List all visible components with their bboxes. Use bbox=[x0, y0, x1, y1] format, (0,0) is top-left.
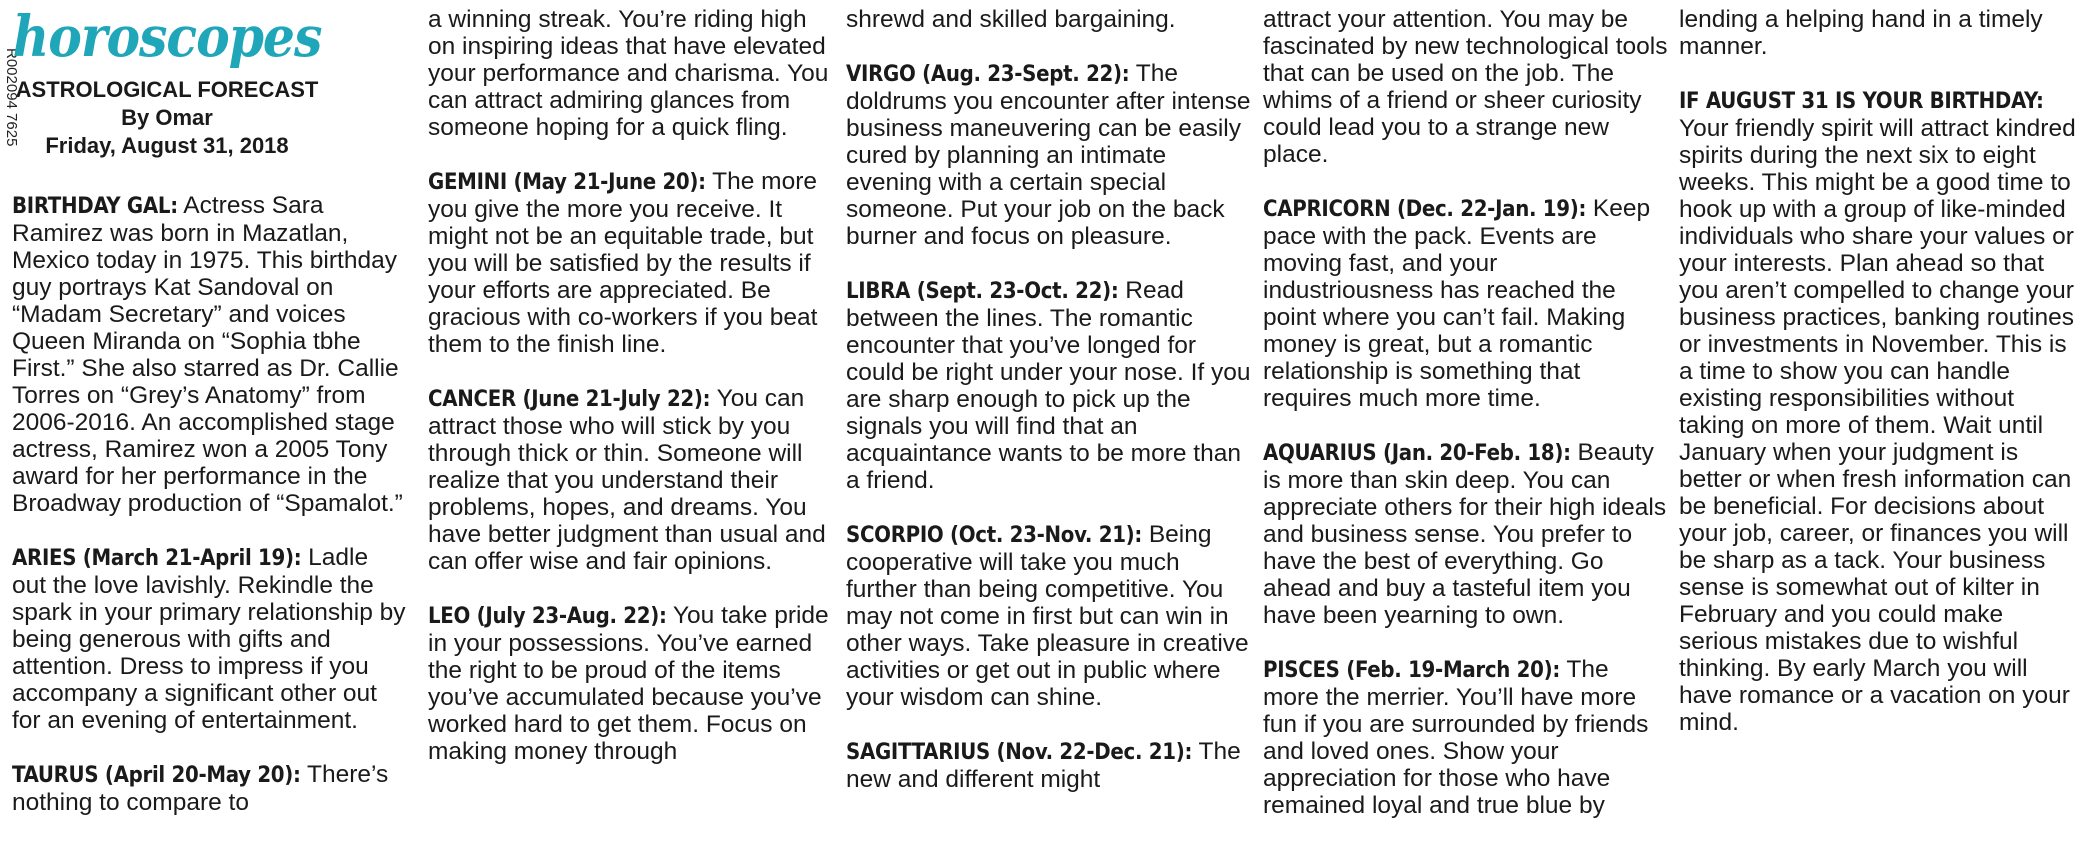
dateline: Friday, August 31, 2018 bbox=[45, 133, 289, 158]
column-3 bbox=[846, 6, 1251, 820]
aquarius-heading: AQUARIUS (Jan. 20-Feb. 18): bbox=[1263, 441, 1571, 466]
cancer-entry bbox=[428, 385, 833, 575]
libra-text: Read between the lines. The romantic encounter that you’ve longed for could be right under your nose. If you are sharp enough to pick up the signals you will find that an acquaintance wants to be more than a friend. bbox=[846, 277, 1251, 494]
pisces-continuation bbox=[1679, 6, 2079, 60]
sagittarius-text: The new and different might bbox=[846, 738, 1241, 793]
capricorn-heading: CAPRICORN (Dec. 22-Jan. 19): bbox=[1263, 197, 1587, 222]
virgo-entry bbox=[846, 60, 1251, 250]
leo-entry bbox=[428, 602, 833, 765]
aries-text: Ladle out the love lavishly. Rekindle the spark in your primary relationship by being generous with gifts and attention. Dress to impress if you accompany a significant other out for an evening of entertainment. bbox=[12, 544, 406, 734]
capricorn-text: Keep pace with the pack. Events are moving fast, and your industriousness has reached the point where you can’t fail. Making money is great, but a romantic relationship is something that requires much more time. bbox=[1263, 195, 1651, 412]
sagittarius-continuation bbox=[1263, 6, 1668, 168]
birthday-gal-entry bbox=[12, 192, 407, 517]
cancer-heading: CANCER (June 21-July 22): bbox=[428, 387, 711, 412]
aries-entry bbox=[12, 544, 407, 734]
taurus-heading: TAURUS (April 20-May 20): bbox=[12, 763, 301, 788]
aquarius-text: Beauty is more than skin deep. You can appreciate others for their high ideals and business sense. You prefer to have the best of everything. Go ahead and buy a tasteful item you have been yearning to own. bbox=[1263, 439, 1667, 629]
column-5 bbox=[1679, 6, 2079, 763]
cancer-text: You can attract those who will stick by you through thick or thin. Someone will realize that you understand their problems, hopes, and dreams. You have better judgment than usual and can offer wise and fair opinions. bbox=[428, 385, 826, 575]
birthday-forecast-text: Your friendly spirit will attract kindred spirits during the next six to eight weeks. This might be a good time to hook up with a group of like-minded individuals who share your values or your interests. Plan ahead so that you aren’t compelled to change your business practices, banking routines or investments in November. This is a time to show you can handle existing responsibilities without taking on more of them. Wait until January when your judgment is better or when fresh information can be beneficial. For decisions about your job, career, or finances you will be sharp as a tack. Your business sense is somewhat out of kilter in February and you could make serious mistakes due to wishful thinking. By early March you will have romance or a vacation on your mind. bbox=[1679, 115, 2076, 736]
libra-entry bbox=[846, 277, 1251, 494]
birthday-gal-heading: BIRTHDAY GAL: bbox=[12, 194, 178, 219]
pisces-heading: PISCES (Feb. 19-March 20): bbox=[1263, 658, 1560, 683]
libra-heading: LIBRA (Sept. 23-Oct. 22): bbox=[846, 279, 1119, 304]
brand-title: horoscopes bbox=[12, 4, 322, 70]
gemini-heading: GEMINI (May 21-June 20): bbox=[428, 170, 706, 195]
leo-continuation-text: shrewd and skilled bargaining. bbox=[846, 6, 1176, 33]
birthday-gal-text: Actress Sara Ramirez was born in Mazatlan, Mexico today in 1975. This birthday guy portrays Kat Sandoval on “Madam Secretary” and voices Queen Miranda on “Sophia tbhe First.” She also starred as Dr. Callie Torres on “Grey’s Anatomy” from 2006-2016. An accomplished stage actress, Ramirez won a 2005 Tony award for her performance in the Broadway production of “Spamalot.” bbox=[12, 192, 403, 517]
taurus-entry bbox=[12, 761, 407, 816]
taurus-continuation-text: a winning streak. You’re riding high on inspiring ideas that have elevated your performance and charisma. You can attract admiring glances from someone hoping for a quick fling. bbox=[428, 6, 829, 141]
sagittarius-continuation-text: attract your attention. You may be fascinated by new technological tools that can be used on the job. The whims of a friend or sheer curiosity could lead you to a strange new place. bbox=[1263, 6, 1668, 168]
column-4 bbox=[1263, 6, 1668, 846]
taurus-continuation bbox=[428, 6, 833, 141]
leo-heading: LEO (July 23-Aug. 22): bbox=[428, 604, 667, 629]
taurus-text: There’s nothing to compare to bbox=[12, 761, 389, 816]
pisces-continuation-text: lending a helping hand in a timely manner. bbox=[1679, 6, 2043, 60]
side-code: R002094 7625 bbox=[3, 48, 20, 147]
scorpio-text: Being cooperative will take you much further than being competitive. You may not come in first but can win in other ways. Take pleasure in creative activities or get out in public where your wisdom can shine. bbox=[846, 521, 1249, 711]
sagittarius-heading: SAGITTARIUS (Nov. 22-Dec. 21): bbox=[846, 740, 1193, 765]
virgo-heading: VIRGO (Aug. 23-Sept. 22): bbox=[846, 62, 1130, 87]
pisces-text: The more the merrier. You’ll have more fun if you are surrounded by friends and loved ones. Show your appreciation for those who have remained loyal and true blue by bbox=[1263, 656, 1649, 819]
gemini-entry bbox=[428, 168, 833, 358]
birthday-forecast-heading: IF AUGUST 31 IS YOUR BIRTHDAY: bbox=[1679, 89, 2044, 114]
sagittarius-entry bbox=[846, 738, 1251, 793]
virgo-text: The doldrums you encounter after intense business maneuvering can be easily cured by planning an intimate evening with a certain special someone. Put your job on the back burner and focus on pleasure. bbox=[846, 60, 1251, 250]
forecast-title: ASTROLOGICAL FORECAST bbox=[15, 77, 319, 102]
scorpio-heading: SCORPIO (Oct. 23-Nov. 21): bbox=[846, 523, 1143, 548]
leo-continuation bbox=[846, 6, 1251, 33]
scorpio-entry bbox=[846, 521, 1251, 711]
aquarius-entry bbox=[1263, 439, 1668, 629]
capricorn-entry bbox=[1263, 195, 1668, 412]
aries-heading: ARIES (March 21-April 19): bbox=[12, 546, 302, 571]
gemini-text: The more you give the more you receive. It might not be an equitable trade, but you will be satisfied by the results if your efforts are appreciated. Be gracious with co-workers if you beat them to the finish line. bbox=[428, 168, 818, 358]
birthday-forecast-entry bbox=[1679, 87, 2079, 736]
column-1 bbox=[12, 6, 407, 843]
byline: By Omar bbox=[121, 105, 213, 130]
pisces-entry bbox=[1263, 656, 1668, 819]
column-2 bbox=[428, 6, 833, 792]
leo-text: You take pride in your possessions. You’ve earned the right to be proud of the items you’ve accumulated because you’ve worked hard to get them. Focus on making money through bbox=[428, 602, 829, 765]
masthead bbox=[12, 6, 322, 160]
